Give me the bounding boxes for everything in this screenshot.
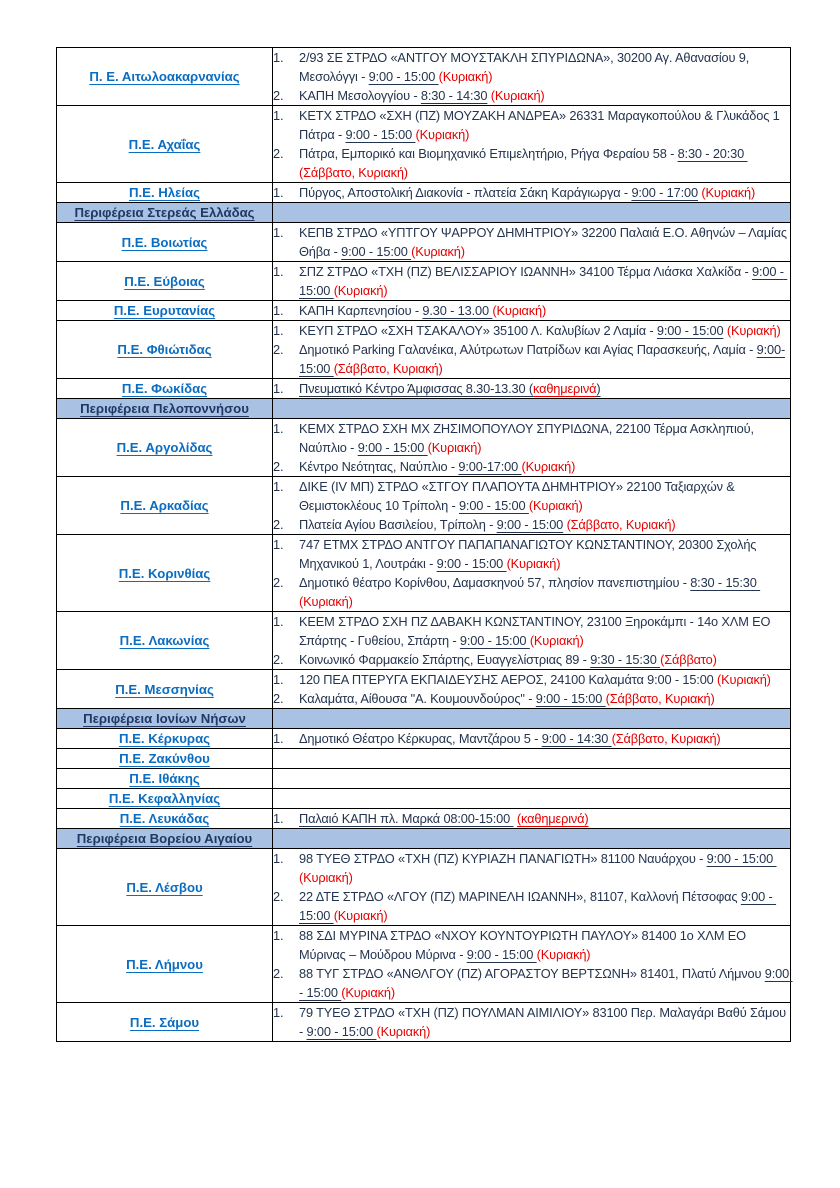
list-item-number: 2.: [273, 342, 284, 357]
list-item: [273, 106, 790, 144]
list-item-text: ΚΑΠΗ Μεσολογγίου - 8:30 - 14:30 (Κυριακή): [299, 88, 545, 103]
list-item-text: ΚΕΥΠ ΣΤΡΔΟ «ΣΧΗ ΤΣΑΚΑΛΟΥ» 35100 Λ. Καλυβίων 2 Λαμία - 9:00 - 15:00 (Κυριακή): [299, 323, 781, 338]
list-item: [273, 809, 790, 828]
region-link[interactable]: Π.Ε. Εύβοιας: [124, 273, 205, 289]
list-item: [273, 887, 790, 925]
list-item: [273, 573, 790, 611]
locations-cell: [273, 926, 791, 1003]
list-item-number: 1.: [273, 811, 284, 826]
table-row: [57, 612, 791, 670]
section-header-cell: [57, 203, 273, 223]
locations-cell: [273, 769, 791, 789]
list-item-number: 1.: [273, 421, 284, 436]
region-link[interactable]: Π.Ε. Βοιωτίας: [121, 234, 208, 250]
locations-cell: [273, 183, 791, 203]
region-name-cell: [57, 223, 273, 262]
list-item-number: 2.: [273, 691, 284, 706]
region-link[interactable]: Π.Ε. Ευρυτανίας: [113, 303, 216, 318]
list-item: [273, 729, 790, 748]
table-row: [57, 106, 791, 183]
locations-cell: [273, 612, 791, 670]
region-link[interactable]: Π.Ε. Ζακύνθου: [119, 751, 210, 766]
list-item-text: 79 ΤΥΕΘ ΣΤΡΔΟ «ΤΧΗ (ΠΖ) ΠΟΥΛΜΑΝ ΑΙΜΙΛΙΟΥ» 83100 Περ. Μαλαγάρι Βαθύ Σάμου - 9:00 - 15:00 (Κυριακή): [299, 1005, 790, 1039]
list-item-text: ΚΕΕΜ ΣΤΡΔΟ ΣΧΗ ΠΖ ΔΑΒΑΚΗ ΚΩΝΣΤΑΝΤΙΝΟΥ, 23100 Ξηροκάμπι - 14ο ΧΛΜ ΕΟ Σπάρτης - Γυθείου, Σπάρτη - 9:00 - 15:00 (Κυριακή): [299, 614, 774, 648]
region-link[interactable]: Π.Ε. Αργολίδας: [116, 440, 213, 455]
list-item-text: Δημοτικό Parking Γαλανέικα, Αλύτρωτων Πατρίδων και Αγίας Παρασκευής, Λαμία - 9:00-15:00 (Σάββατο, Κυριακή): [299, 342, 786, 376]
region-name-cell: [57, 729, 273, 749]
schedule-table: [56, 47, 791, 1042]
region-name-cell: [57, 1003, 273, 1042]
list-item-number: 1.: [273, 928, 284, 943]
list-item: [273, 1003, 790, 1041]
region-name-cell: [57, 183, 273, 203]
table-row: [57, 419, 791, 477]
list-item-text: Καλαμάτα, Αίθουσα "Α. Κουμουνδούρος" - 9:00 - 15:00 (Σάββατο, Κυριακή): [299, 691, 715, 706]
section-row: [57, 399, 791, 419]
list-item-number: 1.: [273, 323, 284, 338]
locations-cell: [273, 48, 791, 106]
locations-cell: [273, 535, 791, 612]
section-header-label: Περιφέρεια Στερεάς Ελλάδας: [74, 205, 255, 220]
table-row: [57, 48, 791, 106]
region-name-cell: [57, 749, 273, 769]
list-item: [273, 183, 790, 202]
region-name-cell: [57, 419, 273, 477]
region-name-cell: [57, 106, 273, 183]
list-item: [273, 612, 790, 650]
section-row: [57, 203, 791, 223]
region-name-cell: [57, 477, 273, 535]
region-link[interactable]: Π.Ε. Ιθάκης: [129, 771, 200, 786]
table-row: [57, 321, 791, 379]
list-item: [273, 849, 790, 887]
list-item-text: Κέντρο Νεότητας, Ναύπλιο - 9:00-17:00 (Κυριακή): [299, 459, 576, 474]
region-name-cell: [57, 789, 273, 809]
locations-cell: [273, 809, 791, 829]
region-name-cell: [57, 379, 273, 399]
table-row: [57, 769, 791, 789]
region-name-cell: [57, 262, 273, 301]
locations-cell: [273, 321, 791, 379]
table-row: [57, 301, 791, 321]
region-link[interactable]: Π.Ε. Σάμου: [129, 1014, 200, 1030]
list-item: [273, 477, 790, 515]
list-item-text: ΔΙΚΕ (IV ΜΠ) ΣΤΡΔΟ «ΣΤΓΟΥ ΠΛΑΠΟΥΤΑ ΔΗΜΗΤΡΙΟΥ» 22100 Ταξιαρχών & Θεμιστοκλέους 10 Τρίπολη - 9:00 - 15:00 (Κυριακή): [299, 479, 739, 513]
region-link[interactable]: Π.Ε. Μεσσηνίας: [115, 681, 214, 697]
locations-cell: [273, 106, 791, 183]
list-item: [273, 670, 790, 689]
locations-cell: [273, 749, 791, 769]
list-item-text: Πνευματικό Κέντρο Άμφισσας 8.30-13.30 (καθημερινά): [299, 381, 601, 396]
list-item-number: 1.: [273, 264, 284, 279]
region-link[interactable]: Π.Ε. Κορινθίας: [118, 565, 211, 581]
table-row: [57, 535, 791, 612]
list-item: [273, 419, 790, 457]
list-item: [273, 144, 790, 182]
table-row: [57, 849, 791, 926]
list-item: [273, 379, 790, 398]
table-row: [57, 379, 791, 399]
list-item-text: ΚΕΠΒ ΣΤΡΔΟ «ΥΠΤΓΟΥ ΨΑΡΡΟΥ ΔΗΜΗΤΡΙΟΥ» 32200 Παλαιά Ε.Ο. Αθηνών – Λαμίας Θήβα - 9:00 - 15:00 (Κυριακή): [299, 225, 791, 259]
list-item-text: ΚΑΠΗ Καρπενησίου - 9.30 - 13.00 (Κυριακή): [299, 303, 547, 318]
region-link[interactable]: Π.Ε. Φθιώτιδας: [117, 342, 212, 357]
list-item-text: ΣΠΖ ΣΤΡΔΟ «ΤΧΗ (ΠΖ) ΒΕΛΙΣΣΑΡΙΟΥ ΙΩΑΝΝΗ» 34100 Τέρμα Λιάσκα Χαλκίδα - 9:00 - 15:00 (Κυριακή): [299, 264, 788, 298]
list-item-number: 2.: [273, 517, 284, 532]
section-row-spacer: [273, 203, 791, 223]
region-link[interactable]: Π.Ε. Αχαΐας: [128, 136, 201, 152]
table-row: [57, 789, 791, 809]
list-item-text: Δημοτικό Θέατρο Κέρκυρας, Μαντζάρου 5 - 9:00 - 14:30 (Σάββατο, Κυριακή): [299, 731, 721, 746]
list-item-text: 747 ΕΤΜΧ ΣΤΡΔΟ ΑΝΤΓΟΥ ΠΑΠΑΠΑΝΑΓΙΩΤΟΥ ΚΩΝΣΤΑΝΤΙΝΟΥ, 20300 Σχολής Μηχανικού 1, Λουτράκι - 9:00 - 15:00 (Κυριακή): [299, 537, 760, 571]
region-name-cell: [57, 535, 273, 612]
list-item-number: 1.: [273, 225, 284, 240]
list-item-number: 1.: [273, 614, 284, 629]
table-row: [57, 749, 791, 769]
list-item-text: 120 ΠΕΑ ΠΤΕΡΥΓΑ ΕΚΠΑΙΔΕΥΣΗΣ ΑΕΡΟΣ, 24100 Καλαμάτα 9:00 - 15:00 (Κυριακή): [299, 672, 771, 687]
list-item-text: ΚΕΜΧ ΣΤΡΔΟ ΣΧΗ ΜΧ ΖΗΣΙΜΟΠΟΥΛΟΥ ΣΠΥΡΙΔΩΝΑ, 22100 Τέρμα Ασκληπιού, Ναύπλιο - 9:00 - 15:00 (Κυριακή): [299, 421, 758, 455]
list-item-text: 2/93 ΣΕ ΣΤΡΔΟ «ΑΝΤΓΟΥ ΜΟΥΣΤΑΚΛΗ ΣΠΥΡΙΔΩΝΑ», 30200 Αγ. Αθανασίου 9, Μεσολόγγι - 9:00 - 15:00 (Κυριακή): [299, 50, 753, 84]
region-link[interactable]: Π.Ε. Λήμνου: [126, 956, 203, 972]
region-link[interactable]: Π. Ε. Αιτωλοακαρνανίας: [89, 69, 240, 84]
locations-cell: [273, 419, 791, 477]
region-link[interactable]: Π.Ε. Λευκάδας: [119, 811, 210, 826]
table-row: [57, 926, 791, 1003]
list-item-number: 1.: [273, 851, 284, 866]
list-item-text: Πλατεία Αγίου Βασιλείου, Τρίπολη - 9:00 - 15:00 (Σάββατο, Κυριακή): [299, 517, 676, 532]
list-item: [273, 262, 790, 300]
section-header-cell: [57, 829, 273, 849]
table-row: [57, 183, 791, 203]
list-item: [273, 926, 790, 964]
section-row-spacer: [273, 399, 791, 419]
region-link[interactable]: Π.Ε. Αρκαδίας: [120, 498, 209, 513]
locations-cell: [273, 262, 791, 301]
section-header-label: Περιφέρεια Ιονίων Νήσων: [83, 711, 246, 726]
locations-cell: [273, 1003, 791, 1042]
table-row: [57, 262, 791, 301]
section-header-label: Περιφέρεια Βορείου Αιγαίου: [76, 831, 253, 846]
locations-cell: [273, 729, 791, 749]
locations-cell: [273, 670, 791, 709]
section-row-spacer: [273, 829, 791, 849]
list-item: [273, 340, 790, 378]
table-row: [57, 477, 791, 535]
locations-cell: [273, 849, 791, 926]
section-row: [57, 829, 791, 849]
list-item-text: 88 ΣΔΙ ΜΥΡΙΝΑ ΣΤΡΔΟ «ΝΧΟΥ ΚΟΥΝΤΟΥΡΙΩΤΗ ΠΑΥΛΟΥ» 81400 1ο ΧΛΜ ΕΟ Μύρινας – Μούδρου Μύρινα - 9:00 - 15:00 (Κυριακή): [299, 928, 750, 962]
list-item-number: 1.: [273, 108, 284, 123]
region-link[interactable]: Π.Ε. Λακωνίας: [119, 633, 210, 648]
table-row: [57, 809, 791, 829]
list-item-text: Δημοτικό θέατρο Κορίνθου, Δαμασκηνού 57, πλησίον πανεπιστημίου - 8:30 - 15:30 (Κυριακή): [299, 575, 761, 609]
locations-cell: [273, 223, 791, 262]
region-name-cell: [57, 849, 273, 926]
list-item: [273, 535, 790, 573]
region-name-cell: [57, 612, 273, 670]
list-item-number: 1.: [273, 1005, 284, 1020]
list-item-text: Παλαιό ΚΑΠΗ πλ. Μαρκά 08:00-15:00 (καθημερινά): [299, 811, 589, 826]
table-row: [57, 729, 791, 749]
region-link[interactable]: Π.Ε. Φωκίδας: [121, 381, 208, 396]
list-item-text: ΚΕΤΧ ΣΤΡΔΟ «ΣΧΗ (ΠΖ) ΜΟΥΖΑΚΗ ΑΝΔΡΕΑ» 26331 Μαραγκοπούλου & Γλυκάδος 1 Πάτρα - 9:00 - 15:00 (Κυριακή): [299, 108, 783, 142]
list-item-text: Πύργος, Αποστολική Διακονία - πλατεία Σάκη Καράγιωργα - 9:00 - 17:00 (Κυριακή): [299, 185, 756, 200]
section-row-spacer: [273, 709, 791, 729]
table-row: [57, 223, 791, 262]
list-item-number: 1.: [273, 303, 284, 318]
list-item: [273, 515, 790, 534]
list-item-number: 2.: [273, 966, 284, 981]
section-header-label: Περιφέρεια Πελοποννήσου: [80, 401, 249, 416]
list-item-number: 1.: [273, 672, 284, 687]
schedule-table-body: [57, 48, 791, 1042]
list-item-number: 1.: [273, 185, 284, 200]
list-item: [273, 301, 790, 320]
region-link[interactable]: Π.Ε. Ηλείας: [128, 185, 201, 200]
region-name-cell: [57, 926, 273, 1003]
region-link[interactable]: Π.Ε. Κεφαλληνίας: [108, 791, 221, 806]
list-item-number: 2.: [273, 652, 284, 667]
locations-cell: [273, 789, 791, 809]
list-item-number: 1.: [273, 537, 284, 552]
section-header-cell: [57, 709, 273, 729]
section-header-cell: [57, 399, 273, 419]
region-name-cell: [57, 769, 273, 789]
list-item-number: 2.: [273, 146, 284, 161]
list-item-number: 1.: [273, 731, 284, 746]
section-row: [57, 709, 791, 729]
region-name-cell: [57, 809, 273, 829]
region-link[interactable]: Π.Ε. Λέσβου: [126, 879, 203, 895]
list-item-number: 1.: [273, 50, 284, 65]
list-item-text: Πάτρα, Εμπορικό και Βιομηχανικό Επιμελητήριο, Ρήγα Φεραίου 58 - 8:30 - 20:30 (Σάββατο, Κυριακή): [299, 146, 748, 180]
list-item: [273, 321, 790, 340]
list-item: [273, 86, 790, 105]
locations-cell: [273, 379, 791, 399]
region-name-cell: [57, 321, 273, 379]
list-item: [273, 457, 790, 476]
list-item: [273, 964, 793, 1002]
region-link[interactable]: Π.Ε. Κέρκυρας: [118, 731, 211, 746]
locations-cell: [273, 477, 791, 535]
locations-cell: [273, 301, 791, 321]
list-item: [273, 223, 790, 261]
list-item-text: Κοινωνικό Φαρμακείο Σπάρτης, Ευαγγελίστριας 89 - 9:30 - 15:30 (Σάββατο): [299, 652, 717, 667]
list-item-number: 1.: [273, 479, 284, 494]
table-row: [57, 1003, 791, 1042]
list-item-number: 2.: [273, 88, 284, 103]
list-item-number: 2.: [273, 459, 284, 474]
list-item: [273, 650, 790, 669]
list-item-number: 2.: [273, 889, 284, 904]
region-name-cell: [57, 48, 273, 106]
list-item-text: 22 ΔΤΕ ΣΤΡΔΟ «ΛΓΟΥ (ΠΖ) ΜΑΡΙΝΕΛΗ ΙΩΑΝΝΗ», 81107, Καλλονή Πέτσοφας 9:00 - 15:00 (Κυριακή): [299, 889, 777, 923]
region-name-cell: [57, 301, 273, 321]
list-item-number: 1.: [273, 381, 284, 396]
table-row: [57, 670, 791, 709]
region-name-cell: [57, 670, 273, 709]
list-item-text: 88 ΤΥΓ ΣΤΡΔΟ «ΑΝΘΛΓΟΥ (ΠΖ) ΑΓΟΡΑΣΤΟΥ ΒΕΡΤΣΩΝΗ» 81401, Πλατύ Λήμνου 9:00 - 15:00 (Κυριακή): [299, 966, 793, 1000]
list-item: [273, 48, 790, 86]
list-item-number: 2.: [273, 575, 284, 590]
list-item: [273, 689, 790, 708]
list-item-text: 98 ΤΥΕΘ ΣΤΡΔΟ «ΤΧΗ (ΠΖ) ΚΥΡΙΑΖΗ ΠΑΝΑΓΙΩΤΗ» 81100 Ναυάρχου - 9:00 - 15:00 (Κυριακή): [299, 851, 777, 885]
